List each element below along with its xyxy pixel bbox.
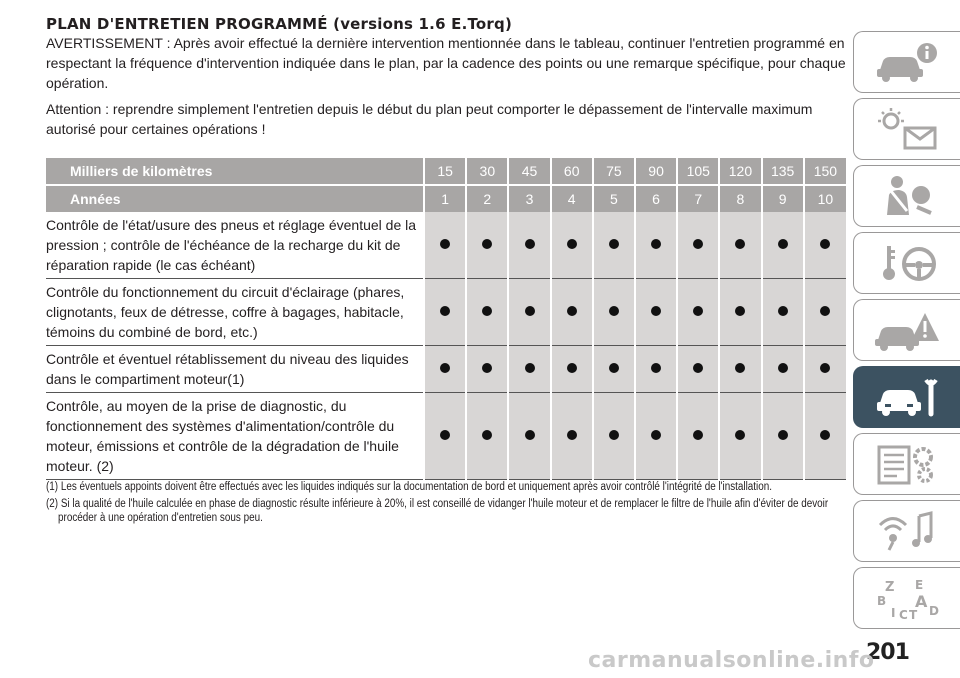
interval-cell: [719, 212, 761, 279]
check-dot: [567, 306, 577, 316]
km-header-cell: 90: [635, 158, 677, 185]
year-header-cell: 9: [762, 185, 804, 212]
interval-cell: [551, 212, 593, 279]
table-row: [46, 346, 846, 393]
years-header-label: Années: [46, 185, 424, 212]
year-header-cell: 5: [593, 185, 635, 212]
lights-envelope-icon: [871, 106, 943, 152]
interval-cell: [762, 279, 804, 346]
car-warning-icon: [871, 307, 943, 353]
year-header-cell: 8: [719, 185, 761, 212]
km-header-cell: 75: [593, 158, 635, 185]
km-header-cell: 60: [551, 158, 593, 185]
chapter-sidebar: [853, 31, 960, 634]
table-row: [46, 279, 846, 346]
check-dot: [482, 306, 492, 316]
interval-cell: [593, 212, 635, 279]
watermark: carmanualsonline.info: [588, 648, 875, 673]
check-dot: [525, 363, 535, 373]
tab-emergency[interactable]: [853, 299, 960, 361]
interval-cell: [635, 279, 677, 346]
list-gears-icon: [871, 441, 943, 487]
interval-cell: [804, 346, 846, 393]
interval-cell: [677, 393, 719, 480]
check-dot: [778, 363, 788, 373]
km-header-cell: 105: [677, 158, 719, 185]
check-dot: [651, 306, 661, 316]
operation-text: Contrôle, au moyen de la prise de diagnostic, du fonctionnement des systèmes d'alimentation/contrôle du moteur, émissions et contrôle de la dégradation de l'huile moteur. (2): [46, 393, 424, 480]
check-dot: [693, 306, 703, 316]
check-dot: [440, 430, 450, 440]
check-dot: [693, 363, 703, 373]
tab-multimedia[interactable]: [853, 500, 960, 562]
interval-cell: [424, 279, 466, 346]
maintenance-table: [46, 158, 846, 480]
alphabet-index-icon: [871, 575, 943, 621]
svg-text:C: C: [899, 608, 908, 621]
interval-cell: [466, 393, 508, 480]
interval-cell: [508, 279, 550, 346]
interval-cell: [424, 346, 466, 393]
check-dot: [735, 430, 745, 440]
svg-text:A: A: [915, 592, 928, 611]
tab-starting-driving[interactable]: [853, 232, 960, 294]
car-info-icon: [871, 39, 943, 85]
year-header-cell: 7: [677, 185, 719, 212]
operation-text: Contrôle et éventuel rétablissement du niveau des liquides dans le compartiment moteur(1): [46, 346, 424, 393]
interval-cell: [635, 212, 677, 279]
km-header-cell: 15: [424, 158, 466, 185]
table-row: [46, 212, 846, 279]
tab-index[interactable]: [853, 567, 960, 629]
svg-text:B: B: [877, 594, 887, 608]
check-dot: [609, 430, 619, 440]
interval-cell: [762, 212, 804, 279]
interval-cell: [466, 212, 508, 279]
check-dot: [735, 239, 745, 249]
interval-cell: [677, 212, 719, 279]
check-dot: [609, 239, 619, 249]
check-dot: [651, 430, 661, 440]
page-number: 201: [866, 640, 909, 665]
interval-cell: [508, 346, 550, 393]
check-dot: [482, 239, 492, 249]
check-dot: [525, 239, 535, 249]
check-dot: [440, 239, 450, 249]
interval-cell: [593, 393, 635, 480]
interval-cell: [635, 346, 677, 393]
car-wrench-icon: [871, 374, 943, 420]
interval-cell: [551, 393, 593, 480]
interval-cell: [635, 393, 677, 480]
years-header-row: [46, 185, 846, 212]
check-dot: [778, 239, 788, 249]
operation-text: Contrôle du fonctionnement du circuit d'éclairage (phares, clignotants, feux de détresse, coffre à bagages, habitacle, témoins du combiné de bord, etc.): [46, 279, 424, 346]
km-header-label: Milliers de kilomètres: [46, 158, 424, 185]
check-dot: [693, 239, 703, 249]
key-steering-wheel-icon: [871, 240, 943, 286]
interval-cell: [551, 346, 593, 393]
interval-cell: [593, 279, 635, 346]
check-dot: [735, 306, 745, 316]
interval-cell: [719, 393, 761, 480]
check-dot: [609, 306, 619, 316]
check-dot: [482, 363, 492, 373]
year-header-cell: 2: [466, 185, 508, 212]
year-header-cell: 6: [635, 185, 677, 212]
interval-cell: [593, 346, 635, 393]
interval-cell: [551, 279, 593, 346]
antenna-music-icon: [871, 508, 943, 554]
check-dot: [482, 430, 492, 440]
table-row: [46, 393, 846, 480]
check-dot: [567, 239, 577, 249]
km-header-cell: 150: [804, 158, 846, 185]
year-header-cell: 1: [424, 185, 466, 212]
interval-cell: [466, 346, 508, 393]
page-title: PLAN D'ENTRETIEN PROGRAMMÉ (versions 1.6 E.Torq): [46, 15, 513, 33]
km-header-row: [46, 158, 846, 185]
interval-cell: [804, 279, 846, 346]
check-dot: [609, 363, 619, 373]
km-header-cell: 45: [508, 158, 550, 185]
interval-cell: [804, 393, 846, 480]
tab-vehicle-knowledge[interactable]: [853, 31, 960, 93]
check-dot: [735, 363, 745, 373]
operation-text: Contrôle de l'état/usure des pneus et réglage éventuel de la pression ; contrôle de l'échéance de la recharge du kit de réparation rapide (le cas échéant): [46, 212, 424, 279]
interval-cell: [677, 346, 719, 393]
interval-cell: [762, 393, 804, 480]
check-dot: [820, 430, 830, 440]
year-header-cell: 3: [508, 185, 550, 212]
footnotes: [46, 480, 836, 528]
check-dot: [440, 306, 450, 316]
tab-technical-data[interactable]: [853, 433, 960, 495]
km-header-cell: 30: [466, 158, 508, 185]
km-header-cell: 135: [762, 158, 804, 185]
check-dot: [525, 430, 535, 440]
year-header-cell: 4: [551, 185, 593, 212]
interval-cell: [762, 346, 804, 393]
footnote-1: (1) Les éventuels appoints doivent être effectués avec les liquides indiqués sur la documentation de bord et uniquement après avoir contrôlé l'intégrité de l'installation.: [46, 481, 773, 493]
check-dot: [820, 306, 830, 316]
check-dot: [651, 239, 661, 249]
attention-paragraph: Attention : reprendre simplement l'entretien depuis le début du plan peut comporter le dépassement de l'intervalle maximum autorisé pour certaines opérations !: [46, 101, 813, 137]
interval-cell: [804, 212, 846, 279]
check-dot: [567, 363, 577, 373]
interval-cell: [508, 212, 550, 279]
interval-cell: [677, 279, 719, 346]
check-dot: [778, 430, 788, 440]
operations-body: [46, 212, 846, 480]
content: [46, 15, 846, 474]
check-dot: [693, 430, 703, 440]
tab-safety[interactable]: [853, 165, 960, 227]
interval-cell: [424, 212, 466, 279]
interval-cell: [719, 346, 761, 393]
check-dot: [820, 363, 830, 373]
tab-lights-messages[interactable]: [853, 98, 960, 160]
interval-cell: [508, 393, 550, 480]
check-dot: [651, 363, 661, 373]
check-dot: [778, 306, 788, 316]
seatbelt-airbag-icon: [871, 173, 943, 219]
tab-maintenance[interactable]: [853, 366, 960, 428]
svg-text:E: E: [915, 578, 924, 592]
warning-paragraph: AVERTISSEMENT : Après avoir effectué la dernière intervention mentionnée dans le tableau, continuer l'entretien programmé en respectant la fréquence d'intervention indiquée dans le plan, par la cadence des points ou une remarque spécifique, pour chaque opération.: [46, 35, 846, 91]
check-dot: [440, 363, 450, 373]
interval-cell: [719, 279, 761, 346]
check-dot: [567, 430, 577, 440]
interval-cell: [466, 279, 508, 346]
year-header-cell: 10: [804, 185, 846, 212]
svg-text:D: D: [929, 604, 939, 618]
km-header-cell: 120: [719, 158, 761, 185]
svg-text:Z: Z: [885, 580, 895, 595]
footnote-2: (2) Si la qualité de l'huile calculée en phase de diagnostic résulte inférieure à 20%, il est conseillé de vidanger l'huile moteur et de remplacer le filtre de l'huile afin d'éviter de devoir procéder à une opération d'entretien sous peu.: [46, 498, 829, 524]
svg-text:I: I: [891, 606, 896, 620]
check-dot: [525, 306, 535, 316]
check-dot: [820, 239, 830, 249]
svg-text:T: T: [909, 608, 918, 621]
interval-cell: [424, 393, 466, 480]
